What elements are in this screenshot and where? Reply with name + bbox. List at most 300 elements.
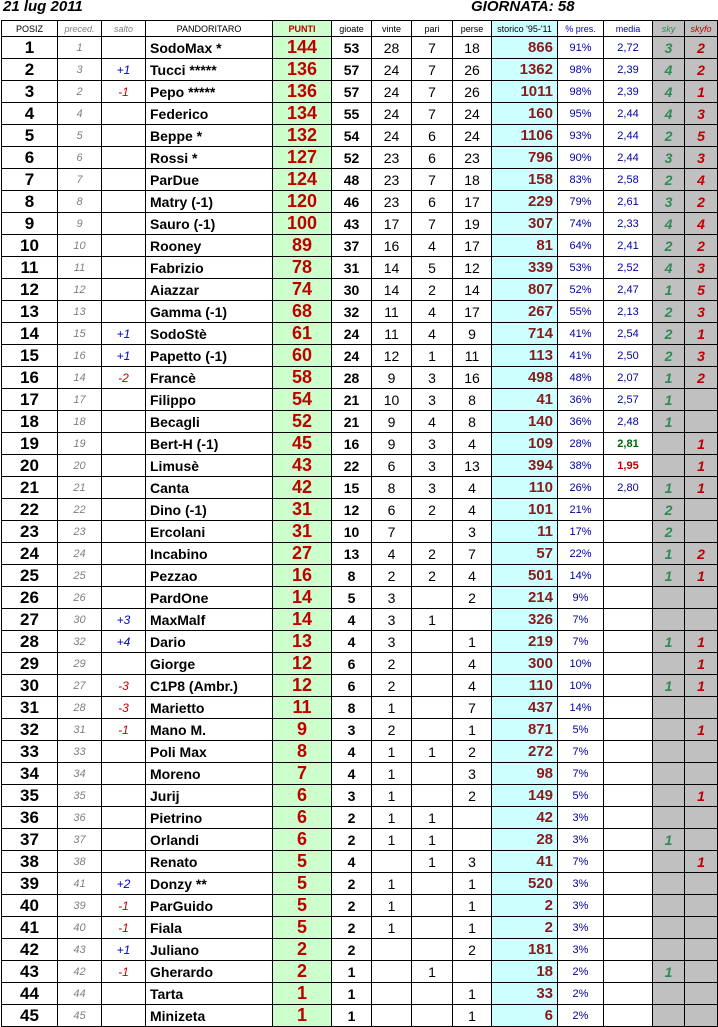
- drawn-cell: 4: [412, 235, 453, 257]
- played-cell: 1: [332, 961, 372, 983]
- historic-cell: 2: [492, 895, 558, 917]
- points-cell: 5: [273, 917, 332, 939]
- table-row: [2, 257, 718, 279]
- previous-position-cell: 44: [58, 983, 102, 1005]
- historic-cell: 98: [492, 763, 558, 785]
- won-cell: 24: [372, 125, 412, 147]
- won-cell: 24: [372, 59, 412, 81]
- change-cell: +1: [102, 59, 146, 81]
- player-name-cell: ParDue: [146, 169, 273, 191]
- col-pres: % pres.: [558, 21, 604, 37]
- previous-position-cell: 19: [58, 433, 102, 455]
- won-cell: 7: [372, 521, 412, 543]
- table-row: [2, 675, 718, 697]
- player-name-cell: Fiala: [146, 917, 273, 939]
- won-cell: 6: [372, 455, 412, 477]
- player-name-cell: Mano M.: [146, 719, 273, 741]
- historic-cell: 11: [492, 521, 558, 543]
- historic-cell: 214: [492, 587, 558, 609]
- change-cell: [102, 235, 146, 257]
- sky-cell: 2: [653, 499, 685, 521]
- lost-cell: [453, 807, 492, 829]
- skyfo-cell: 1: [685, 81, 718, 103]
- historic-cell: 326: [492, 609, 558, 631]
- average-cell: [604, 741, 653, 763]
- previous-position-cell: 17: [58, 389, 102, 411]
- lost-cell: 24: [453, 125, 492, 147]
- drawn-cell: 7: [412, 213, 453, 235]
- table-row: [2, 81, 718, 103]
- historic-cell: 871: [492, 719, 558, 741]
- change-cell: -1: [102, 961, 146, 983]
- player-name-cell: Pezzao: [146, 565, 273, 587]
- table-row: [2, 367, 718, 389]
- table-row: [2, 917, 718, 939]
- player-name-cell: Rooney: [146, 235, 273, 257]
- won-cell: 16: [372, 235, 412, 257]
- historic-cell: 807: [492, 279, 558, 301]
- sky-cell: 1: [653, 543, 685, 565]
- position-cell: 30: [2, 675, 58, 697]
- change-cell: [102, 543, 146, 565]
- table-row: [2, 983, 718, 1005]
- lost-cell: 1: [453, 983, 492, 1005]
- position-cell: 45: [2, 1005, 58, 1027]
- average-cell: [604, 807, 653, 829]
- won-cell: 9: [372, 367, 412, 389]
- skyfo-cell: 1: [685, 675, 718, 697]
- historic-cell: 394: [492, 455, 558, 477]
- presence-cell: 38%: [558, 455, 604, 477]
- player-name-cell: Sauro (-1): [146, 213, 273, 235]
- lost-cell: 4: [453, 653, 492, 675]
- player-name-cell: Becagli: [146, 411, 273, 433]
- historic-cell: 42: [492, 807, 558, 829]
- player-name-cell: Filippo: [146, 389, 273, 411]
- played-cell: 46: [332, 191, 372, 213]
- change-cell: [102, 125, 146, 147]
- change-cell: [102, 521, 146, 543]
- position-cell: 26: [2, 587, 58, 609]
- presence-cell: 79%: [558, 191, 604, 213]
- player-name-cell: ParGuido: [146, 895, 273, 917]
- won-cell: 1: [372, 785, 412, 807]
- drawn-cell: [412, 983, 453, 1005]
- col-posiz: POSIZ: [2, 21, 58, 37]
- col-gioate: gioate: [332, 21, 372, 37]
- played-cell: 4: [332, 763, 372, 785]
- skyfo-cell: 5: [685, 125, 718, 147]
- played-cell: 4: [332, 631, 372, 653]
- skyfo-cell: [685, 697, 718, 719]
- col-media: media: [604, 21, 653, 37]
- drawn-cell: 1: [412, 741, 453, 763]
- drawn-cell: 7: [412, 81, 453, 103]
- drawn-cell: 2: [412, 543, 453, 565]
- lost-cell: 26: [453, 81, 492, 103]
- previous-position-cell: 32: [58, 631, 102, 653]
- won-cell: 1: [372, 895, 412, 917]
- sky-cell: 1: [653, 675, 685, 697]
- presence-cell: 17%: [558, 521, 604, 543]
- col-punti: PUNTI: [273, 21, 332, 37]
- table-row: [2, 59, 718, 81]
- skyfo-cell: 1: [685, 851, 718, 873]
- historic-cell: 81: [492, 235, 558, 257]
- presence-cell: 7%: [558, 851, 604, 873]
- lost-cell: 4: [453, 675, 492, 697]
- table-row: [2, 301, 718, 323]
- average-cell: 2,58: [604, 169, 653, 191]
- change-cell: [102, 477, 146, 499]
- won-cell: 3: [372, 631, 412, 653]
- change-cell: [102, 411, 146, 433]
- played-cell: 53: [332, 37, 372, 59]
- drawn-cell: 4: [412, 323, 453, 345]
- played-cell: 13: [332, 543, 372, 565]
- skyfo-cell: 2: [685, 367, 718, 389]
- won-cell: 10: [372, 389, 412, 411]
- col-skyfo: skyfo: [685, 21, 718, 37]
- presence-cell: 7%: [558, 763, 604, 785]
- previous-position-cell: 26: [58, 587, 102, 609]
- presence-cell: 7%: [558, 741, 604, 763]
- previous-position-cell: 9: [58, 213, 102, 235]
- won-cell: 24: [372, 103, 412, 125]
- table-row: [2, 323, 718, 345]
- drawn-cell: 2: [412, 499, 453, 521]
- historic-cell: 437: [492, 697, 558, 719]
- played-cell: 6: [332, 653, 372, 675]
- average-cell: 2,07: [604, 367, 653, 389]
- position-cell: 9: [2, 213, 58, 235]
- average-cell: 2,80: [604, 477, 653, 499]
- average-cell: [604, 763, 653, 785]
- historic-cell: 796: [492, 147, 558, 169]
- change-cell: [102, 1005, 146, 1027]
- drawn-cell: [412, 763, 453, 785]
- played-cell: 21: [332, 389, 372, 411]
- sky-cell: [653, 873, 685, 895]
- presence-cell: 93%: [558, 125, 604, 147]
- position-cell: 23: [2, 521, 58, 543]
- position-cell: 27: [2, 609, 58, 631]
- change-cell: -1: [102, 81, 146, 103]
- change-cell: [102, 829, 146, 851]
- played-cell: 48: [332, 169, 372, 191]
- average-cell: [604, 917, 653, 939]
- position-cell: 17: [2, 389, 58, 411]
- skyfo-cell: [685, 1005, 718, 1027]
- points-cell: 58: [273, 367, 332, 389]
- previous-position-cell: 30: [58, 609, 102, 631]
- table-row: [2, 169, 718, 191]
- position-cell: 6: [2, 147, 58, 169]
- skyfo-cell: 2: [685, 235, 718, 257]
- position-cell: 13: [2, 301, 58, 323]
- change-cell: [102, 37, 146, 59]
- average-cell: 2,81: [604, 433, 653, 455]
- player-name-cell: Tarta: [146, 983, 273, 1005]
- position-cell: 25: [2, 565, 58, 587]
- points-cell: 12: [273, 675, 332, 697]
- position-cell: 43: [2, 961, 58, 983]
- sky-cell: 1: [653, 279, 685, 301]
- col-sky: sky: [653, 21, 685, 37]
- lost-cell: 4: [453, 433, 492, 455]
- player-name-cell: Ercolani: [146, 521, 273, 543]
- table-row: [2, 37, 718, 59]
- position-cell: 21: [2, 477, 58, 499]
- previous-position-cell: 35: [58, 785, 102, 807]
- table-row: [2, 433, 718, 455]
- position-cell: 32: [2, 719, 58, 741]
- table-row: [2, 807, 718, 829]
- points-cell: 14: [273, 587, 332, 609]
- sky-cell: 1: [653, 565, 685, 587]
- drawn-cell: [412, 1005, 453, 1027]
- sky-cell: [653, 983, 685, 1005]
- presence-cell: 5%: [558, 719, 604, 741]
- presence-cell: 74%: [558, 213, 604, 235]
- lost-cell: 1: [453, 917, 492, 939]
- won-cell: 14: [372, 257, 412, 279]
- points-cell: 136: [273, 81, 332, 103]
- lost-cell: 7: [453, 543, 492, 565]
- table-row: [2, 345, 718, 367]
- drawn-cell: 4: [412, 411, 453, 433]
- previous-position-cell: 21: [58, 477, 102, 499]
- previous-position-cell: 20: [58, 455, 102, 477]
- average-cell: [604, 719, 653, 741]
- points-cell: 1: [273, 1005, 332, 1027]
- change-cell: [102, 191, 146, 213]
- table-row: [2, 191, 718, 213]
- change-cell: -3: [102, 697, 146, 719]
- position-cell: 29: [2, 653, 58, 675]
- table-row: [2, 939, 718, 961]
- lost-cell: 16: [453, 367, 492, 389]
- points-cell: 6: [273, 829, 332, 851]
- skyfo-cell: [685, 521, 718, 543]
- presence-cell: 10%: [558, 653, 604, 675]
- lost-cell: 17: [453, 191, 492, 213]
- sky-cell: [653, 741, 685, 763]
- position-cell: 44: [2, 983, 58, 1005]
- sky-cell: 4: [653, 103, 685, 125]
- average-cell: 2,61: [604, 191, 653, 213]
- change-cell: -1: [102, 895, 146, 917]
- previous-position-cell: 25: [58, 565, 102, 587]
- sky-cell: [653, 851, 685, 873]
- presence-cell: 2%: [558, 983, 604, 1005]
- won-cell: [372, 983, 412, 1005]
- average-cell: [604, 653, 653, 675]
- drawn-cell: 4: [412, 301, 453, 323]
- player-name-cell: SodoMax *: [146, 37, 273, 59]
- skyfo-cell: 4: [685, 213, 718, 235]
- position-cell: 37: [2, 829, 58, 851]
- points-cell: 68: [273, 301, 332, 323]
- points-cell: 132: [273, 125, 332, 147]
- previous-position-cell: 15: [58, 323, 102, 345]
- skyfo-cell: [685, 961, 718, 983]
- position-cell: 1: [2, 37, 58, 59]
- average-cell: 2,72: [604, 37, 653, 59]
- table-row: [2, 873, 718, 895]
- position-cell: 22: [2, 499, 58, 521]
- table-row: [2, 543, 718, 565]
- change-cell: [102, 389, 146, 411]
- won-cell: 11: [372, 323, 412, 345]
- previous-position-cell: 8: [58, 191, 102, 213]
- skyfo-cell: 3: [685, 257, 718, 279]
- table-row: [2, 961, 718, 983]
- skyfo-cell: 1: [685, 565, 718, 587]
- player-name-cell: Papetto (-1): [146, 345, 273, 367]
- position-cell: 33: [2, 741, 58, 763]
- won-cell: 4: [372, 543, 412, 565]
- historic-cell: 110: [492, 675, 558, 697]
- historic-cell: 307: [492, 213, 558, 235]
- change-cell: [102, 763, 146, 785]
- drawn-cell: 6: [412, 147, 453, 169]
- position-cell: 28: [2, 631, 58, 653]
- sky-cell: 1: [653, 961, 685, 983]
- previous-position-cell: 27: [58, 675, 102, 697]
- average-cell: 2,44: [604, 103, 653, 125]
- drawn-cell: 2: [412, 565, 453, 587]
- points-cell: 89: [273, 235, 332, 257]
- played-cell: 24: [332, 345, 372, 367]
- historic-cell: 57: [492, 543, 558, 565]
- historic-cell: 866: [492, 37, 558, 59]
- table-row: [2, 609, 718, 631]
- table-row: [2, 389, 718, 411]
- table-row: [2, 477, 718, 499]
- position-cell: 8: [2, 191, 58, 213]
- sky-cell: 2: [653, 125, 685, 147]
- won-cell: 23: [372, 169, 412, 191]
- col-vinte: vinte: [372, 21, 412, 37]
- average-cell: 1,95: [604, 455, 653, 477]
- presence-cell: 3%: [558, 939, 604, 961]
- drawn-cell: 1: [412, 829, 453, 851]
- skyfo-cell: 3: [685, 147, 718, 169]
- lost-cell: 8: [453, 411, 492, 433]
- presence-cell: 21%: [558, 499, 604, 521]
- played-cell: 2: [332, 939, 372, 961]
- previous-position-cell: 28: [58, 697, 102, 719]
- played-cell: 28: [332, 367, 372, 389]
- sky-cell: 1: [653, 411, 685, 433]
- lost-cell: 19: [453, 213, 492, 235]
- points-cell: 9: [273, 719, 332, 741]
- points-cell: 136: [273, 59, 332, 81]
- average-cell: 2,54: [604, 323, 653, 345]
- skyfo-cell: [685, 983, 718, 1005]
- played-cell: 2: [332, 807, 372, 829]
- sky-cell: 2: [653, 323, 685, 345]
- previous-position-cell: 13: [58, 301, 102, 323]
- player-name-cell: Jurij: [146, 785, 273, 807]
- average-cell: 2,39: [604, 59, 653, 81]
- played-cell: 21: [332, 411, 372, 433]
- lost-cell: 7: [453, 697, 492, 719]
- points-cell: 12: [273, 653, 332, 675]
- sky-cell: [653, 697, 685, 719]
- won-cell: 23: [372, 191, 412, 213]
- won-cell: 23: [372, 147, 412, 169]
- player-name-cell: Tucci *****: [146, 59, 273, 81]
- historic-cell: 41: [492, 389, 558, 411]
- table-row: [2, 653, 718, 675]
- presence-cell: 26%: [558, 477, 604, 499]
- lost-cell: 1: [453, 719, 492, 741]
- drawn-cell: 7: [412, 37, 453, 59]
- lost-cell: 13: [453, 455, 492, 477]
- won-cell: 2: [372, 675, 412, 697]
- player-name-cell: Limusè: [146, 455, 273, 477]
- position-cell: 15: [2, 345, 58, 367]
- drawn-cell: 2: [412, 279, 453, 301]
- average-cell: [604, 697, 653, 719]
- won-cell: 1: [372, 807, 412, 829]
- sky-cell: [653, 1005, 685, 1027]
- won-cell: 6: [372, 499, 412, 521]
- lost-cell: 4: [453, 499, 492, 521]
- points-cell: 127: [273, 147, 332, 169]
- position-cell: 18: [2, 411, 58, 433]
- table-row: [2, 785, 718, 807]
- sky-cell: 1: [653, 477, 685, 499]
- average-cell: 2,13: [604, 301, 653, 323]
- won-cell: [372, 1005, 412, 1027]
- played-cell: 57: [332, 59, 372, 81]
- player-name-cell: Renato: [146, 851, 273, 873]
- sky-cell: 4: [653, 213, 685, 235]
- player-name-cell: Donzy **: [146, 873, 273, 895]
- previous-position-cell: 14: [58, 367, 102, 389]
- historic-cell: 1362: [492, 59, 558, 81]
- played-cell: 22: [332, 455, 372, 477]
- points-cell: 27: [273, 543, 332, 565]
- skyfo-cell: 2: [685, 543, 718, 565]
- presence-cell: 9%: [558, 587, 604, 609]
- skyfo-cell: [685, 807, 718, 829]
- player-name-cell: PardOne: [146, 587, 273, 609]
- sky-cell: [653, 895, 685, 917]
- skyfo-cell: 1: [685, 433, 718, 455]
- drawn-cell: [412, 587, 453, 609]
- won-cell: 9: [372, 411, 412, 433]
- won-cell: 8: [372, 477, 412, 499]
- position-cell: 34: [2, 763, 58, 785]
- player-name-cell: Poli Max: [146, 741, 273, 763]
- lost-cell: 17: [453, 235, 492, 257]
- points-cell: 13: [273, 631, 332, 653]
- historic-cell: 33: [492, 983, 558, 1005]
- won-cell: 12: [372, 345, 412, 367]
- previous-position-cell: 38: [58, 851, 102, 873]
- lost-cell: 2: [453, 587, 492, 609]
- sky-cell: [653, 917, 685, 939]
- historic-cell: 109: [492, 433, 558, 455]
- table-row: [2, 895, 718, 917]
- lost-cell: 18: [453, 169, 492, 191]
- won-cell: 1: [372, 829, 412, 851]
- previous-position-cell: 33: [58, 741, 102, 763]
